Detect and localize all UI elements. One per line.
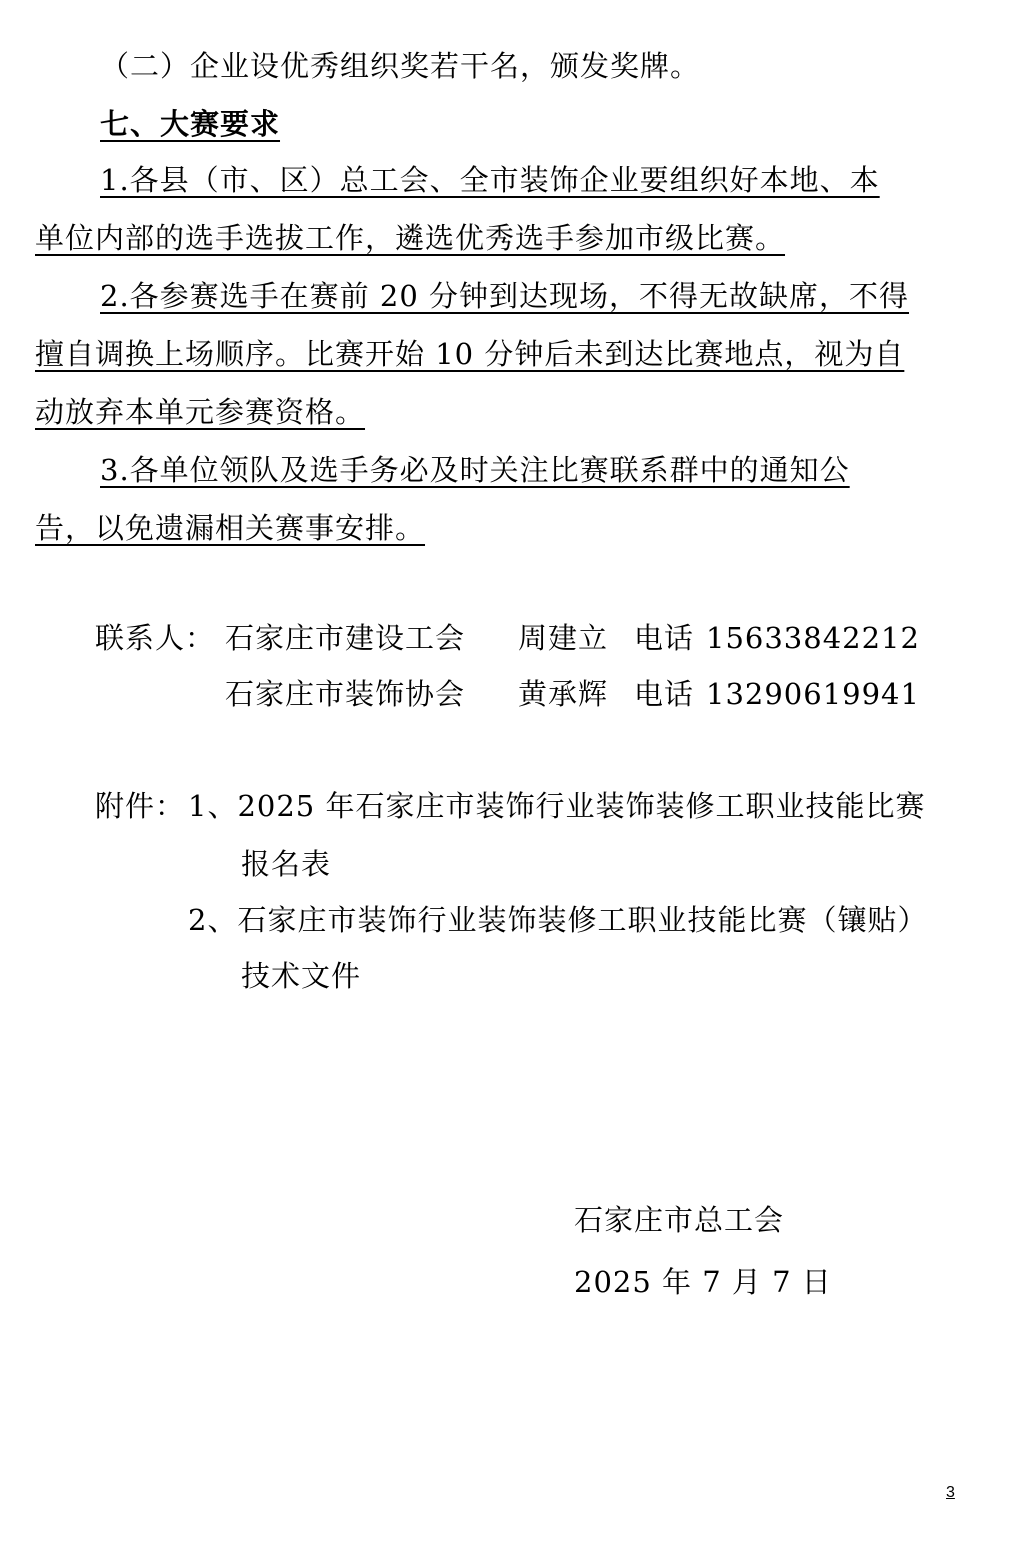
page-number: 3: [946, 1484, 955, 1501]
signature-org: 石家庄市总工会: [574, 1203, 785, 1237]
contacts-label: 联系人：: [95, 621, 216, 655]
signature-date: 2025 年 7 月 7 日: [574, 1265, 832, 1299]
contact-2-name: 黄承辉: [518, 677, 609, 711]
contact-2-phone: 13290619941: [706, 677, 920, 711]
contact-1-name: 周建立: [518, 621, 609, 655]
section-heading: 七、大赛要求: [100, 107, 281, 141]
contact-2-phone-label: 电话: [634, 677, 695, 711]
requirement-3-line-1: 3.各单位领队及选手务必及时关注比赛联系群中的通知公: [100, 453, 850, 487]
requirement-1-line-1: 1.各县（市、区）总工会、全市装饰企业要组织好本地、本: [100, 163, 880, 197]
requirement-1-line-2: 单位内部的选手选拔工作，遴选优秀选手参加市级比赛。: [35, 221, 786, 255]
contact-1-phone: 15633842212: [706, 621, 920, 655]
requirement-2-line-2: 擅自调换上场顺序。比赛开始 10 分钟后未到达比赛地点，视为自: [35, 337, 905, 371]
requirement-3-line-2: 告，以免遗漏相关赛事安排。: [35, 511, 426, 545]
requirement-2-line-1: 2.各参赛选手在赛前 20 分钟到达现场，不得无故缺席，不得: [100, 279, 910, 313]
contact-2-org: 石家庄市装饰协会: [225, 677, 466, 711]
attachment-1-line-2: 报名表: [241, 847, 332, 881]
contact-1-phone-label: 电话: [634, 621, 695, 655]
attachment-1-line-1: 1、2025 年石家庄市装饰行业装饰装修工职业技能比赛: [188, 789, 926, 823]
award-line: （二）企业设优秀组织奖若干名，颁发奖牌。: [100, 49, 701, 83]
attachment-2-line-2: 技术文件: [241, 959, 362, 993]
requirement-2-line-3: 动放弃本单元参赛资格。: [35, 395, 366, 429]
attachment-2-line-1: 2、石家庄市装饰行业装饰装修工职业技能比赛（镶贴）: [188, 903, 928, 937]
contact-1-org: 石家庄市建设工会: [225, 621, 466, 655]
attachments-label: 附件：: [95, 789, 186, 823]
